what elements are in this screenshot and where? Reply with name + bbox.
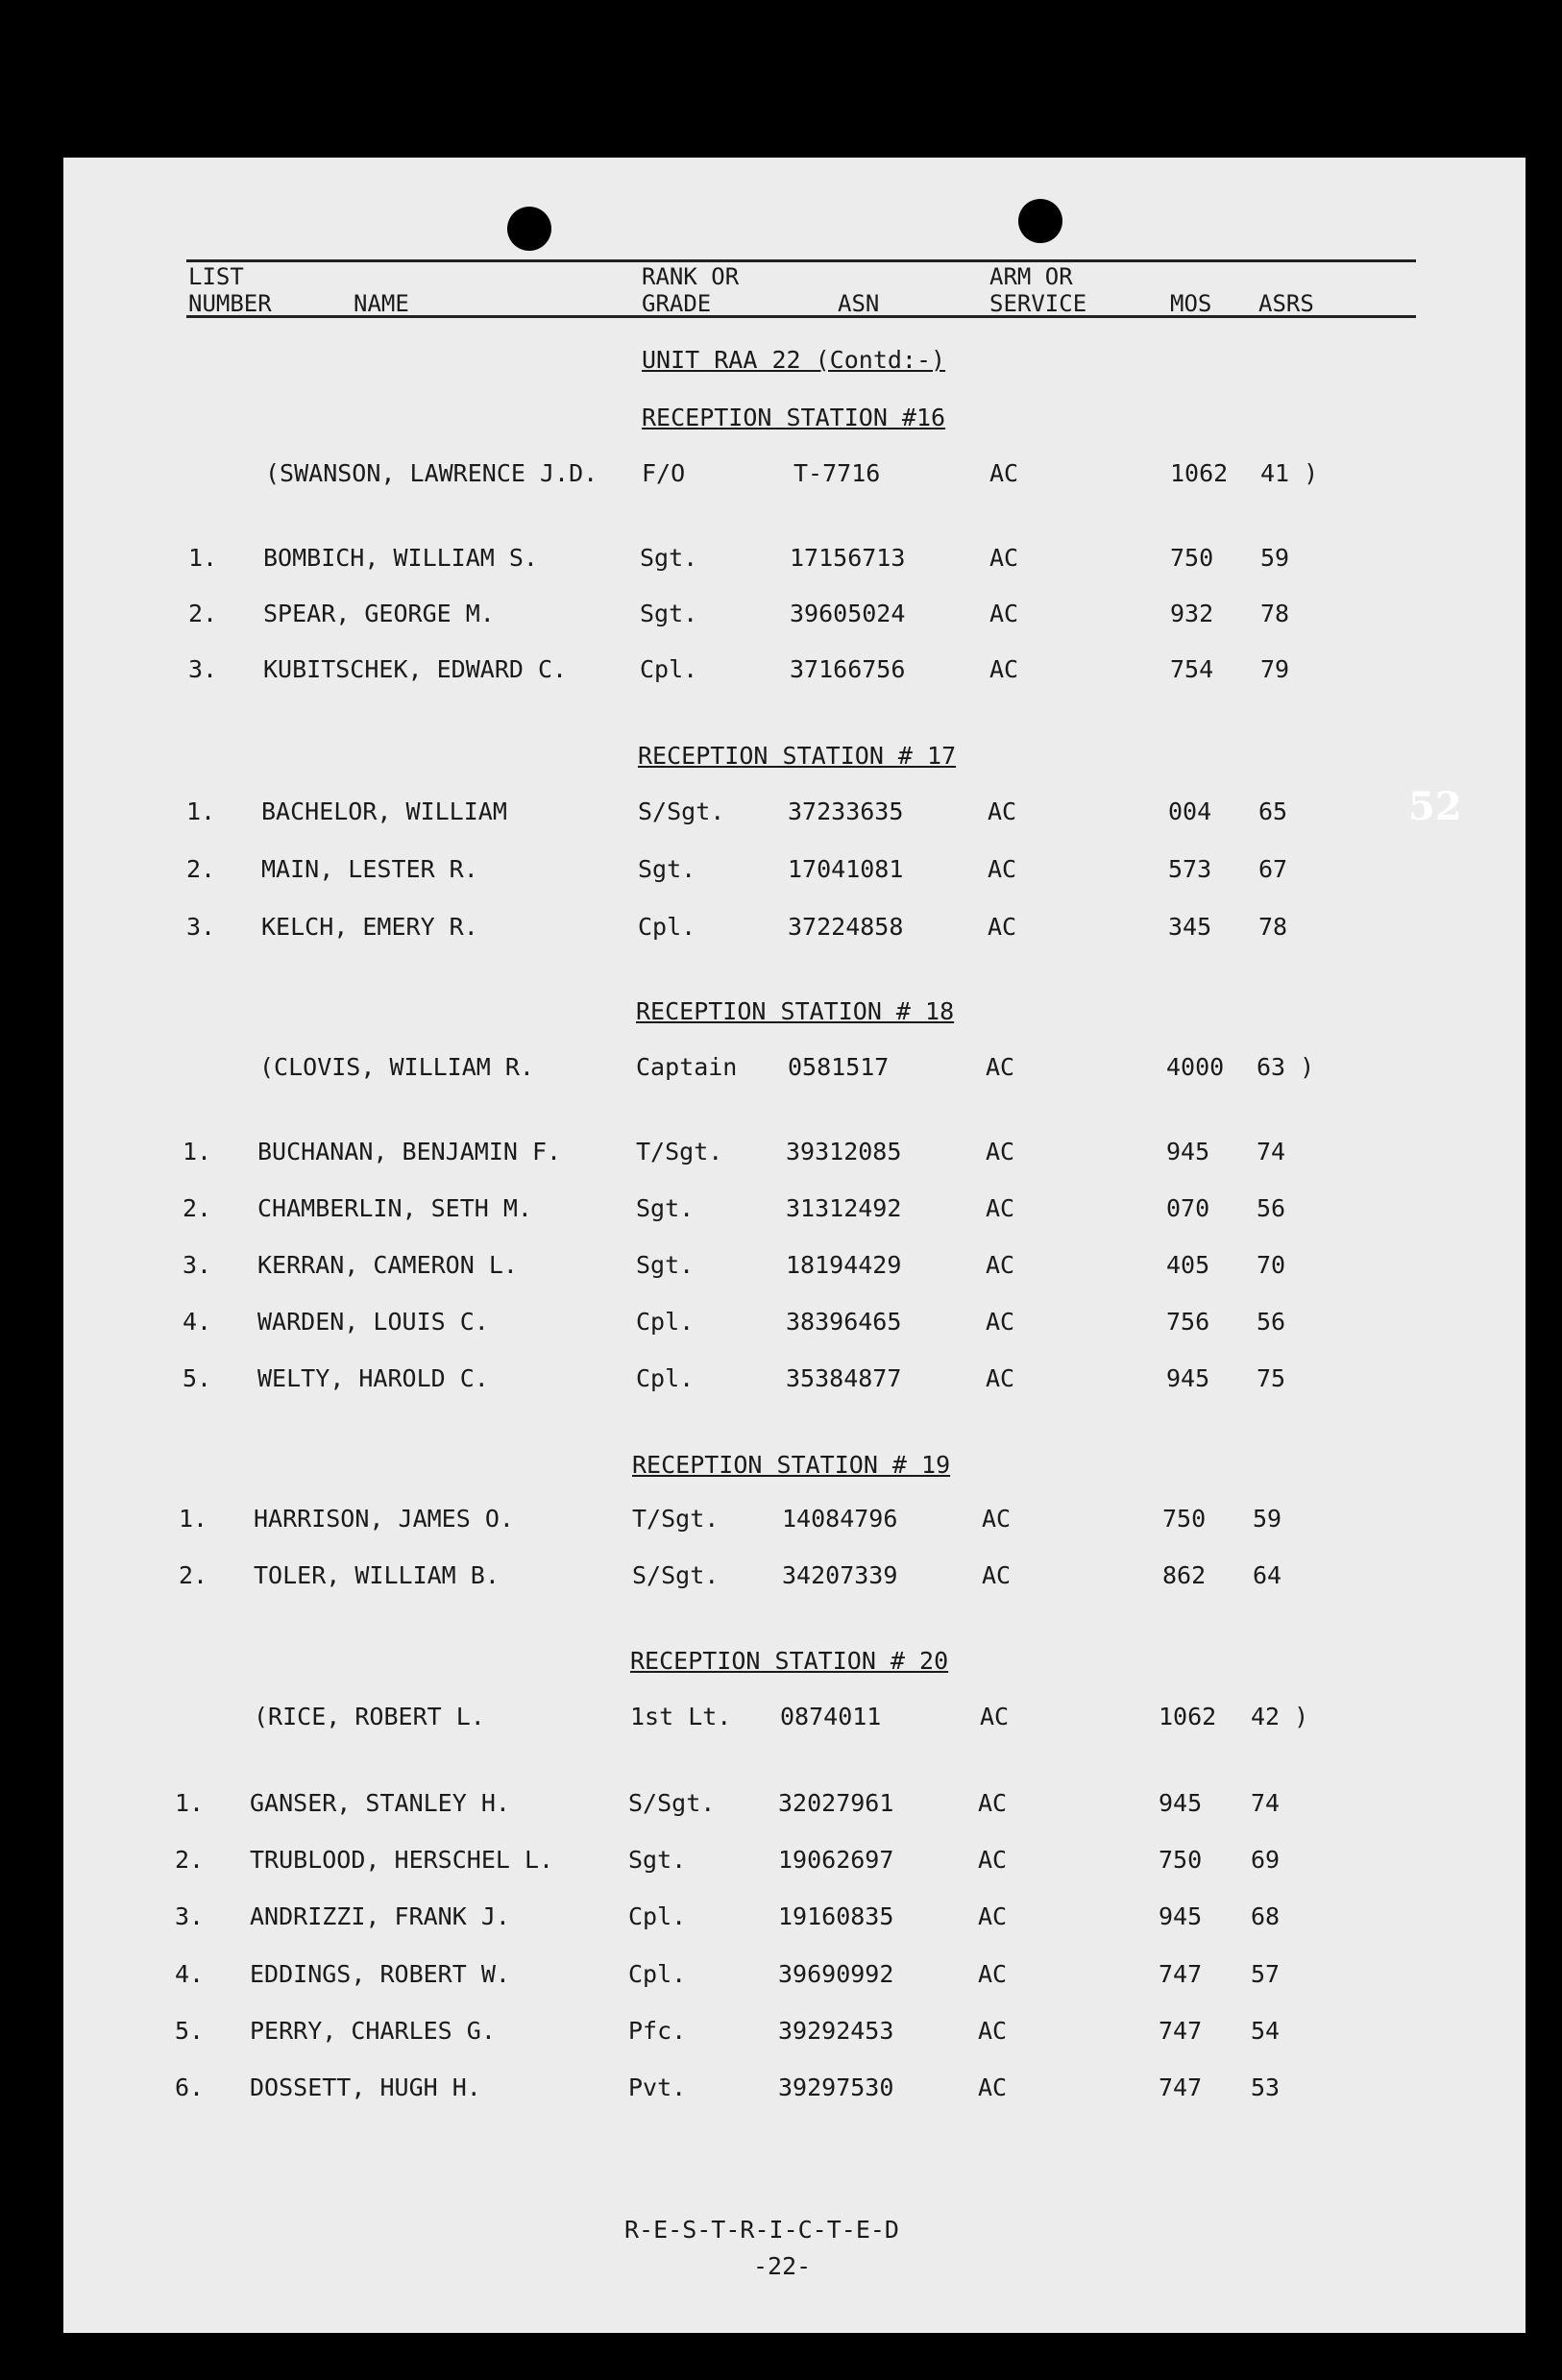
row-mos: 932	[1170, 600, 1214, 627]
header-top-rule	[186, 259, 1416, 262]
row-asrs: 69	[1251, 1846, 1281, 1874]
punch-hole-left	[507, 207, 551, 251]
row-arm: AC	[988, 913, 1017, 941]
footer-classification: R-E-S-T-R-I-C-T-E-D	[624, 2216, 899, 2244]
row-arm: AC	[978, 1846, 1008, 1874]
row-asrs: 78	[1258, 913, 1288, 941]
station-title: RECEPTION STATION # 19	[632, 1451, 951, 1479]
row-name: ANDRIZZI, FRANK J.	[250, 1902, 510, 1930]
header-asrs: ASRS	[1258, 290, 1314, 317]
row-arm: AC	[986, 1194, 1015, 1222]
row-mos: 573	[1168, 855, 1212, 883]
row-rank: T/Sgt.	[636, 1138, 723, 1165]
row-asn: 39605024	[790, 600, 906, 627]
officer-asn: T-7716	[793, 459, 881, 487]
row-name: PERRY, CHARLES G.	[250, 2017, 496, 2045]
row-asn: 34207339	[782, 1561, 898, 1589]
row-rank: Pfc.	[628, 2017, 687, 2045]
row-asrs: 74	[1257, 1138, 1286, 1165]
row-mos: 945	[1159, 1902, 1203, 1930]
row-arm: AC	[989, 544, 1019, 572]
row-arm: AC	[982, 1505, 1012, 1533]
row-rank: S/Sgt.	[628, 1789, 716, 1817]
row-asrs: 54	[1251, 2017, 1281, 2045]
row-number: 1.	[175, 1789, 205, 1817]
row-asrs: 75	[1257, 1364, 1286, 1392]
row-name: EDDINGS, ROBERT W.	[250, 1960, 510, 1988]
officer-rank: F/O	[642, 459, 686, 487]
row-asn: 19160835	[778, 1902, 894, 1930]
row-arm: AC	[988, 855, 1017, 883]
row-asrs: 70	[1257, 1251, 1286, 1279]
officer-name: (CLOVIS, WILLIAM R.	[259, 1053, 534, 1081]
row-asrs: 67	[1258, 855, 1288, 883]
row-arm: AC	[989, 655, 1019, 683]
row-asrs: 56	[1257, 1194, 1286, 1222]
row-number: 2.	[179, 1561, 208, 1589]
row-mos: 754	[1170, 655, 1214, 683]
header-asn: ASN	[838, 290, 880, 317]
row-asn: 39312085	[786, 1138, 902, 1165]
row-asn: 31312492	[786, 1194, 902, 1222]
row-number: 3.	[186, 913, 216, 941]
station-title: RECEPTION STATION # 17	[638, 742, 957, 770]
row-asrs: 53	[1251, 2073, 1281, 2101]
row-mos: 945	[1166, 1364, 1210, 1392]
row-mos: 750	[1159, 1846, 1203, 1874]
side-page-number: 52	[1408, 784, 1462, 829]
row-mos: 750	[1162, 1505, 1207, 1533]
row-asn: 39690992	[778, 1960, 894, 1988]
row-arm: AC	[986, 1251, 1015, 1279]
row-mos: 747	[1159, 2073, 1203, 2101]
officer-arm: AC	[980, 1703, 1010, 1730]
officer-asrs: 63 )	[1257, 1053, 1315, 1081]
row-asrs: 68	[1251, 1902, 1281, 1930]
row-number: 2.	[188, 600, 218, 627]
row-rank: Sgt.	[628, 1846, 687, 1874]
row-rank: Cpl.	[636, 1364, 695, 1392]
row-mos: 747	[1159, 1960, 1203, 1988]
row-asn: 18194429	[786, 1251, 902, 1279]
row-rank: T/Sgt.	[632, 1505, 720, 1533]
officer-rank: Captain	[636, 1053, 738, 1081]
row-number: 4.	[183, 1308, 212, 1336]
row-asn: 17156713	[790, 544, 906, 572]
officer-name: (SWANSON, LAWRENCE J.D.	[265, 459, 598, 487]
row-asrs: 59	[1253, 1505, 1282, 1533]
row-number: 3.	[188, 655, 218, 683]
row-arm: AC	[989, 600, 1019, 627]
row-rank: S/Sgt.	[632, 1561, 720, 1589]
row-rank: Sgt.	[636, 1194, 695, 1222]
header-rank-line2: GRADE	[642, 290, 712, 317]
row-arm: AC	[986, 1364, 1015, 1392]
row-number: 2.	[175, 1846, 205, 1874]
officer-rank: 1st Lt.	[630, 1703, 732, 1730]
row-arm: AC	[978, 1902, 1008, 1930]
row-asrs: 57	[1251, 1960, 1281, 1988]
row-number: 1.	[179, 1505, 208, 1533]
row-rank: Sgt.	[640, 544, 698, 572]
row-mos: 945	[1166, 1138, 1210, 1165]
row-mos: 862	[1162, 1561, 1207, 1589]
header-list-number-line1: LIST	[188, 263, 244, 290]
row-mos: 945	[1159, 1789, 1203, 1817]
row-number: 2.	[186, 855, 216, 883]
row-name: SPEAR, GEORGE M.	[263, 600, 495, 627]
footer-page-number: -22-	[753, 2252, 812, 2280]
row-asn: 39292453	[778, 2017, 894, 2045]
row-rank: Cpl.	[628, 1960, 687, 1988]
row-name: CHAMBERLIN, SETH M.	[257, 1194, 532, 1222]
row-number: 1.	[186, 797, 216, 825]
station-title: RECEPTION STATION # 18	[636, 997, 955, 1025]
row-rank: Sgt.	[640, 600, 698, 627]
header-arm-line2: SERVICE	[989, 290, 1087, 317]
row-rank: Cpl.	[628, 1902, 687, 1930]
row-mos: 750	[1170, 544, 1214, 572]
row-number: 5.	[183, 1364, 212, 1392]
row-number: 1.	[188, 544, 218, 572]
row-name: TOLER, WILLIAM B.	[254, 1561, 500, 1589]
row-name: MAIN, LESTER R.	[261, 855, 478, 883]
row-rank: S/Sgt.	[638, 797, 725, 825]
row-rank: Sgt.	[636, 1251, 695, 1279]
header-name: NAME	[354, 290, 409, 317]
row-number: 4.	[175, 1960, 205, 1988]
row-rank: Cpl.	[636, 1308, 695, 1336]
row-asrs: 74	[1251, 1789, 1281, 1817]
row-arm: AC	[978, 1789, 1008, 1817]
row-arm: AC	[982, 1561, 1012, 1589]
row-number: 2.	[183, 1194, 212, 1222]
row-name: BUCHANAN, BENJAMIN F.	[257, 1138, 562, 1165]
row-name: KUBITSCHEK, EDWARD C.	[263, 655, 568, 683]
row-mos: 345	[1168, 913, 1212, 941]
row-arm: AC	[988, 797, 1017, 825]
row-asrs: 65	[1258, 797, 1288, 825]
row-asrs: 64	[1253, 1561, 1282, 1589]
officer-arm: AC	[989, 459, 1019, 487]
row-asn: 37166756	[790, 655, 906, 683]
row-asrs: 78	[1260, 600, 1290, 627]
row-name: TRUBLOOD, HERSCHEL L.	[250, 1846, 554, 1874]
officer-asn: 0581517	[788, 1053, 890, 1081]
row-name: GANSER, STANLEY H.	[250, 1789, 510, 1817]
row-name: WELTY, HAROLD C.	[257, 1364, 489, 1392]
row-asrs: 56	[1257, 1308, 1286, 1336]
row-mos: 004	[1168, 797, 1212, 825]
row-rank: Cpl.	[640, 655, 698, 683]
row-arm: AC	[978, 2017, 1008, 2045]
officer-mos: 1062	[1170, 459, 1229, 487]
row-name: HARRISON, JAMES O.	[254, 1505, 514, 1533]
row-number: 3.	[183, 1251, 212, 1279]
header-rank-line1: RANK OR	[642, 263, 740, 290]
row-asn: 38396465	[786, 1308, 902, 1336]
row-name: KERRAN, CAMERON L.	[257, 1251, 518, 1279]
officer-asrs: 42 )	[1251, 1703, 1309, 1730]
row-asn: 17041081	[788, 855, 904, 883]
row-number: 1.	[183, 1138, 212, 1165]
row-arm: AC	[986, 1308, 1015, 1336]
officer-name: (RICE, ROBERT L.	[254, 1703, 485, 1730]
row-arm: AC	[978, 2073, 1008, 2101]
row-arm: AC	[986, 1138, 1015, 1165]
row-mos: 070	[1166, 1194, 1210, 1222]
row-asn: 32027961	[778, 1789, 894, 1817]
row-name: WARDEN, LOUIS C.	[257, 1308, 489, 1336]
row-mos: 747	[1159, 2017, 1203, 2045]
row-mos: 405	[1166, 1251, 1210, 1279]
row-name: BACHELOR, WILLIAM	[261, 797, 507, 825]
row-name: KELCH, EMERY R.	[261, 913, 478, 941]
row-number: 5.	[175, 2017, 205, 2045]
row-rank: Sgt.	[638, 855, 696, 883]
row-rank: Pvt.	[628, 2073, 687, 2101]
row-rank: Cpl.	[638, 913, 696, 941]
row-name: DOSSETT, HUGH H.	[250, 2073, 481, 2101]
row-name: BOMBICH, WILLIAM S.	[263, 544, 538, 572]
row-number: 6.	[175, 2073, 205, 2101]
station-title: RECEPTION STATION #16	[642, 404, 946, 431]
row-asn: 35384877	[786, 1364, 902, 1392]
row-asn: 39297530	[778, 2073, 894, 2101]
header-mos: MOS	[1170, 290, 1212, 317]
row-asrs: 79	[1260, 655, 1290, 683]
officer-mos: 1062	[1159, 1703, 1217, 1730]
station-title: RECEPTION STATION # 20	[630, 1647, 949, 1675]
row-asrs: 59	[1260, 544, 1290, 572]
officer-asn: 0874011	[780, 1703, 882, 1730]
row-mos: 756	[1166, 1308, 1210, 1336]
officer-mos: 4000	[1166, 1053, 1225, 1081]
row-asn: 37233635	[788, 797, 904, 825]
row-asn: 14084796	[782, 1505, 898, 1533]
officer-asrs: 41 )	[1260, 459, 1319, 487]
unit-title: UNIT RAA 22 (Contd:-)	[642, 346, 946, 374]
row-asn: 37224858	[788, 913, 904, 941]
header-list-number-line2: NUMBER	[188, 290, 272, 317]
header-arm-line1: ARM OR	[989, 263, 1073, 290]
officer-arm: AC	[986, 1053, 1015, 1081]
row-asn: 19062697	[778, 1846, 894, 1874]
row-number: 3.	[175, 1902, 205, 1930]
punch-hole-right	[1018, 199, 1062, 243]
row-arm: AC	[978, 1960, 1008, 1988]
